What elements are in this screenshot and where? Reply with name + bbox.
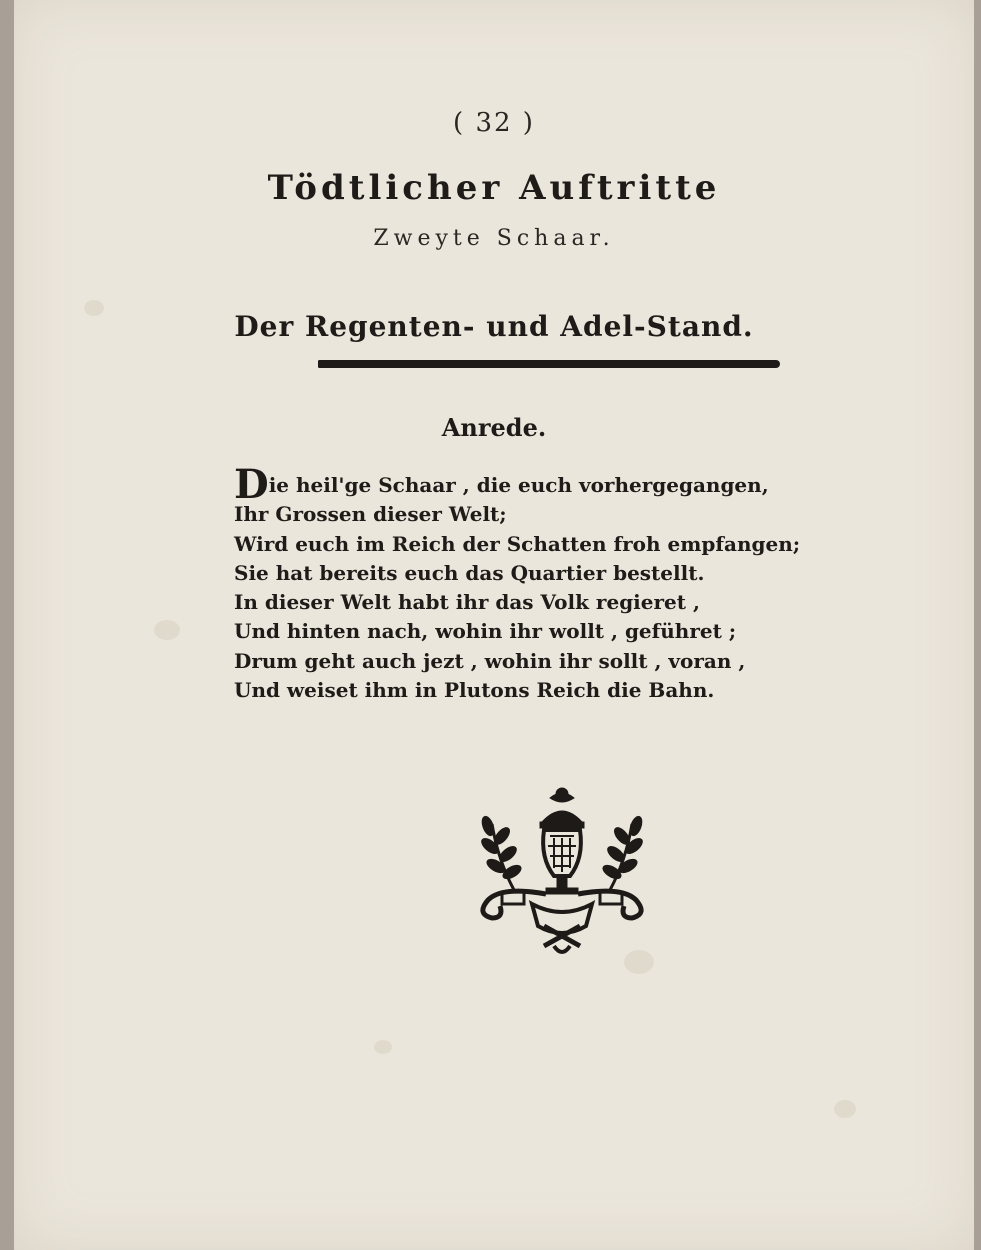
section-heading: Der Regenten- und Adel-Stand. — [234, 310, 754, 343]
divider-rule — [318, 360, 780, 368]
page-number: ( 32 ) — [453, 108, 535, 138]
poem — [234, 461, 801, 705]
poem-line: Und weiset ihm in Plutons Reich die Bahn. — [234, 678, 715, 703]
paper-stain — [374, 1040, 392, 1054]
paper-stain — [154, 620, 180, 640]
book-page — [14, 0, 974, 1250]
poem-line: Und hinten nach, wohin ihr wollt , geführet ; — [234, 619, 737, 644]
poem-line — [234, 461, 769, 508]
poem-line: Sie hat bereits euch das Quartier bestellt. — [234, 560, 705, 585]
page-title: Tödtlicher Auftritte — [267, 168, 721, 208]
drop-cap: D — [234, 461, 269, 508]
paper-stain — [834, 1100, 856, 1118]
urn-with-laurel-branches-icon — [462, 780, 662, 965]
poem-line: Wird euch im Reich der Schatten froh empfangen; — [234, 531, 801, 556]
address-heading: Anrede. — [441, 413, 547, 442]
poem-line: Ihr Grossen dieser Welt; — [234, 502, 507, 527]
poem-line-text: ie heil'ge Schaar , die euch vorhergegangen, — [268, 473, 769, 497]
poem-line: In dieser Welt habt ihr das Volk regieret , — [234, 590, 700, 615]
page-subtitle: Zweyte Schaar. — [373, 226, 615, 251]
poem-line: Drum geht auch jezt , wohin ihr sollt , voran , — [234, 648, 746, 673]
